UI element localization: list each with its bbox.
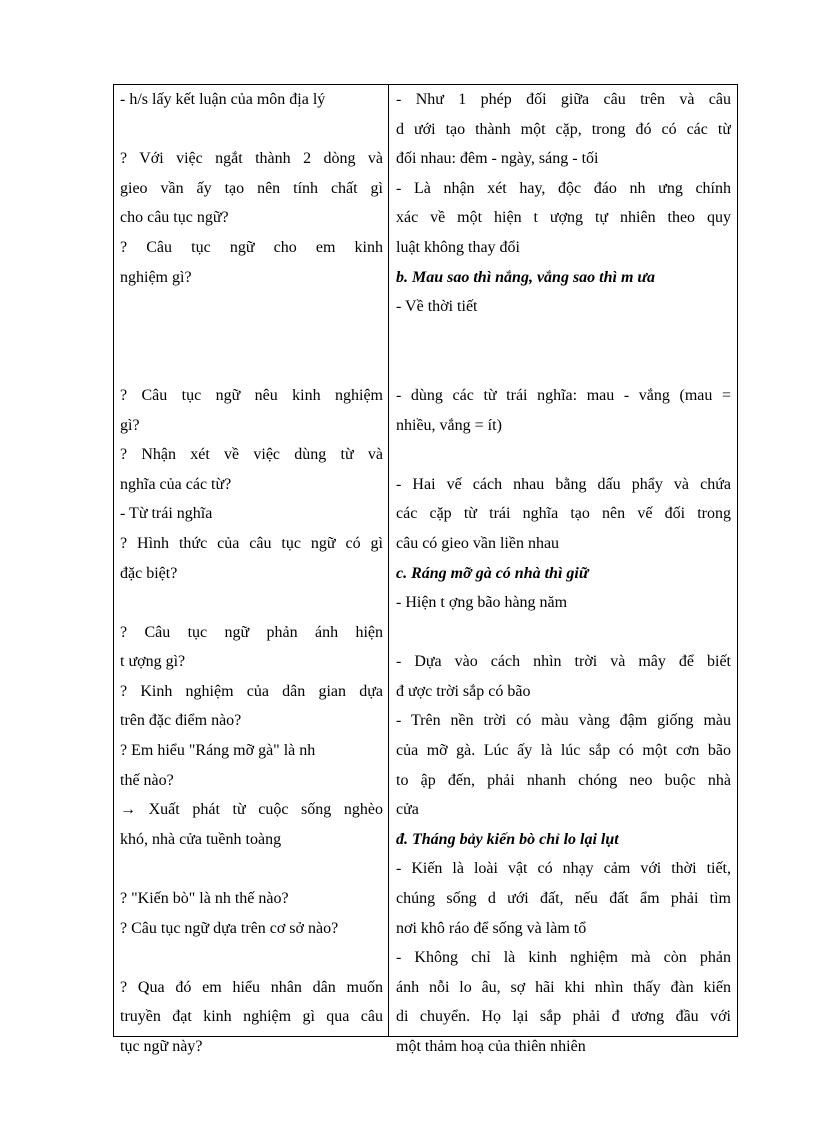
question-line [120, 588, 383, 618]
content-line: - Không chỉ là kinh nghiệm mà còn phản [396, 949, 731, 967]
question-line: ? Qua đó em hiểu nhân dân muốn [120, 978, 383, 996]
content-line: luật không thay đổi [396, 238, 520, 256]
content-line [396, 351, 731, 381]
content-line: - Về thời tiết [396, 298, 478, 316]
question-line: - h/s lấy kết luận của môn địa lý [120, 91, 326, 108]
question-line: ? "Kiến bò" là nh thế nào? [120, 890, 289, 908]
content-line: - Kiến là loài vật có nhạy cảm với thời tiết, [396, 860, 731, 878]
question-line: ? Câu tục ngữ cho em kinh [120, 238, 383, 256]
content-line: d ưới tạo thành một cặp, trong đó có các từ [396, 120, 731, 138]
question-line: cho câu tục ngữ? [120, 209, 229, 227]
question-line [120, 115, 383, 145]
content-line: - Hai vế cách nhau bằng dấu phẩy và chứa [396, 475, 731, 493]
content-line [396, 440, 731, 470]
content-line: của mỡ gà. Lúc ấy là lúc sắp có một cơn bão [396, 742, 731, 760]
question-line [120, 322, 383, 352]
question-line: khó, nhà cửa tuềnh toàng [120, 830, 282, 848]
content-line: - Hiện t ợng bão hàng năm [396, 594, 568, 612]
question-line [120, 292, 383, 322]
content-line: c. Ráng mỡ gà có nhà thì giữ [396, 564, 589, 582]
content-line: - dùng các từ trái nghĩa: mau - vắng (mau = [396, 386, 731, 404]
question-line: gì? [120, 416, 140, 434]
question-line: ? Với việc ngắt thành 2 dòng và [120, 150, 383, 168]
content-line: - Dựa vào cách nhìn trời và mây để biết [396, 653, 731, 671]
question-line: ? Em hiểu "Ráng mỡ gà" là nh [120, 742, 316, 760]
question-line: gieo vần ấy tạo nên tính chất gì [120, 179, 383, 197]
question-line: ? Câu tục ngữ nêu kinh nghiệm [120, 386, 383, 404]
content-line: câu có gieo vần liền nhau [396, 534, 560, 552]
content-line: nhiều, vắng = ít) [396, 416, 502, 434]
question-line: thế nào? [120, 771, 174, 789]
question-line: truyền đạt kinh nghiệm gì qua câu [120, 1008, 383, 1026]
content-line: - Như 1 phép đối giữa câu trên và câu [396, 91, 731, 108]
content-line: di chuyển. Họ lại sắp phải đ ương đầu với [396, 1008, 731, 1026]
content-line: nơi khô ráo để sống và làm tổ [396, 919, 587, 937]
teacher-questions-column [114, 85, 388, 1055]
lesson-table [113, 84, 738, 1055]
content-line: đ. Tháng bảy kiến bò chỉ lo lại lụt [396, 830, 619, 848]
question-line: tục ngữ này? [120, 1038, 203, 1055]
content-line: - Là nhận xét hay, độc đáo nh ưng chính [396, 179, 731, 197]
question-line: - Từ trái nghĩa [120, 505, 213, 523]
question-line: ? Nhận xét về việc dùng từ và [120, 446, 383, 464]
content-line: - Trên nền trời có màu vàng đậm giống màu [396, 712, 731, 730]
question-line: ? Kinh nghiệm của dân gian dựa [120, 682, 383, 700]
content-line: to ập đến, phải nhanh chóng neo buộc nhà [396, 771, 731, 789]
question-line [120, 351, 383, 381]
question-line [120, 943, 383, 973]
content-line: chúng sống d ưới đất, nếu đất ẩm phải tìm [396, 890, 731, 908]
question-line: nghiệm gì? [120, 268, 192, 286]
question-line [120, 854, 383, 884]
content-line: đ ược trời sắp có bão [396, 682, 531, 700]
content-line: cửa [396, 801, 419, 819]
content-line: ánh nỗi lo âu, sợ hãi khi nhìn thấy đàn kiến [396, 978, 731, 996]
content-line: đối nhau: đêm - ngày, sáng - tối [396, 150, 599, 168]
content-line: xác về một hiện t ượng tự nhiên theo quy [396, 209, 731, 227]
question-line: ? Câu tục ngữ dựa trên cơ sở nào? [120, 919, 339, 937]
content-line: các cặp từ trái nghĩa tạo nên vế đối trong [396, 505, 731, 523]
question-line: ? Câu tục ngữ phản ánh hiện [120, 623, 383, 641]
content-line: b. Mau sao thì nắng, vắng sao thì m ưa [396, 268, 655, 286]
question-line: → Xuất phát từ cuộc sống nghèo [120, 801, 383, 819]
content-line [396, 322, 731, 352]
question-line: trên đặc điểm nào? [120, 712, 242, 730]
lesson-content-column [388, 85, 737, 1055]
question-line: nghĩa của các từ? [120, 475, 232, 493]
question-line: ? Hình thức của câu tục ngữ có gì [120, 534, 383, 552]
question-line: đặc biệt? [120, 564, 178, 582]
question-line: t ượng gì? [120, 653, 186, 671]
content-line: một thảm hoạ của thiên nhiên [396, 1038, 586, 1055]
content-line [396, 618, 731, 648]
